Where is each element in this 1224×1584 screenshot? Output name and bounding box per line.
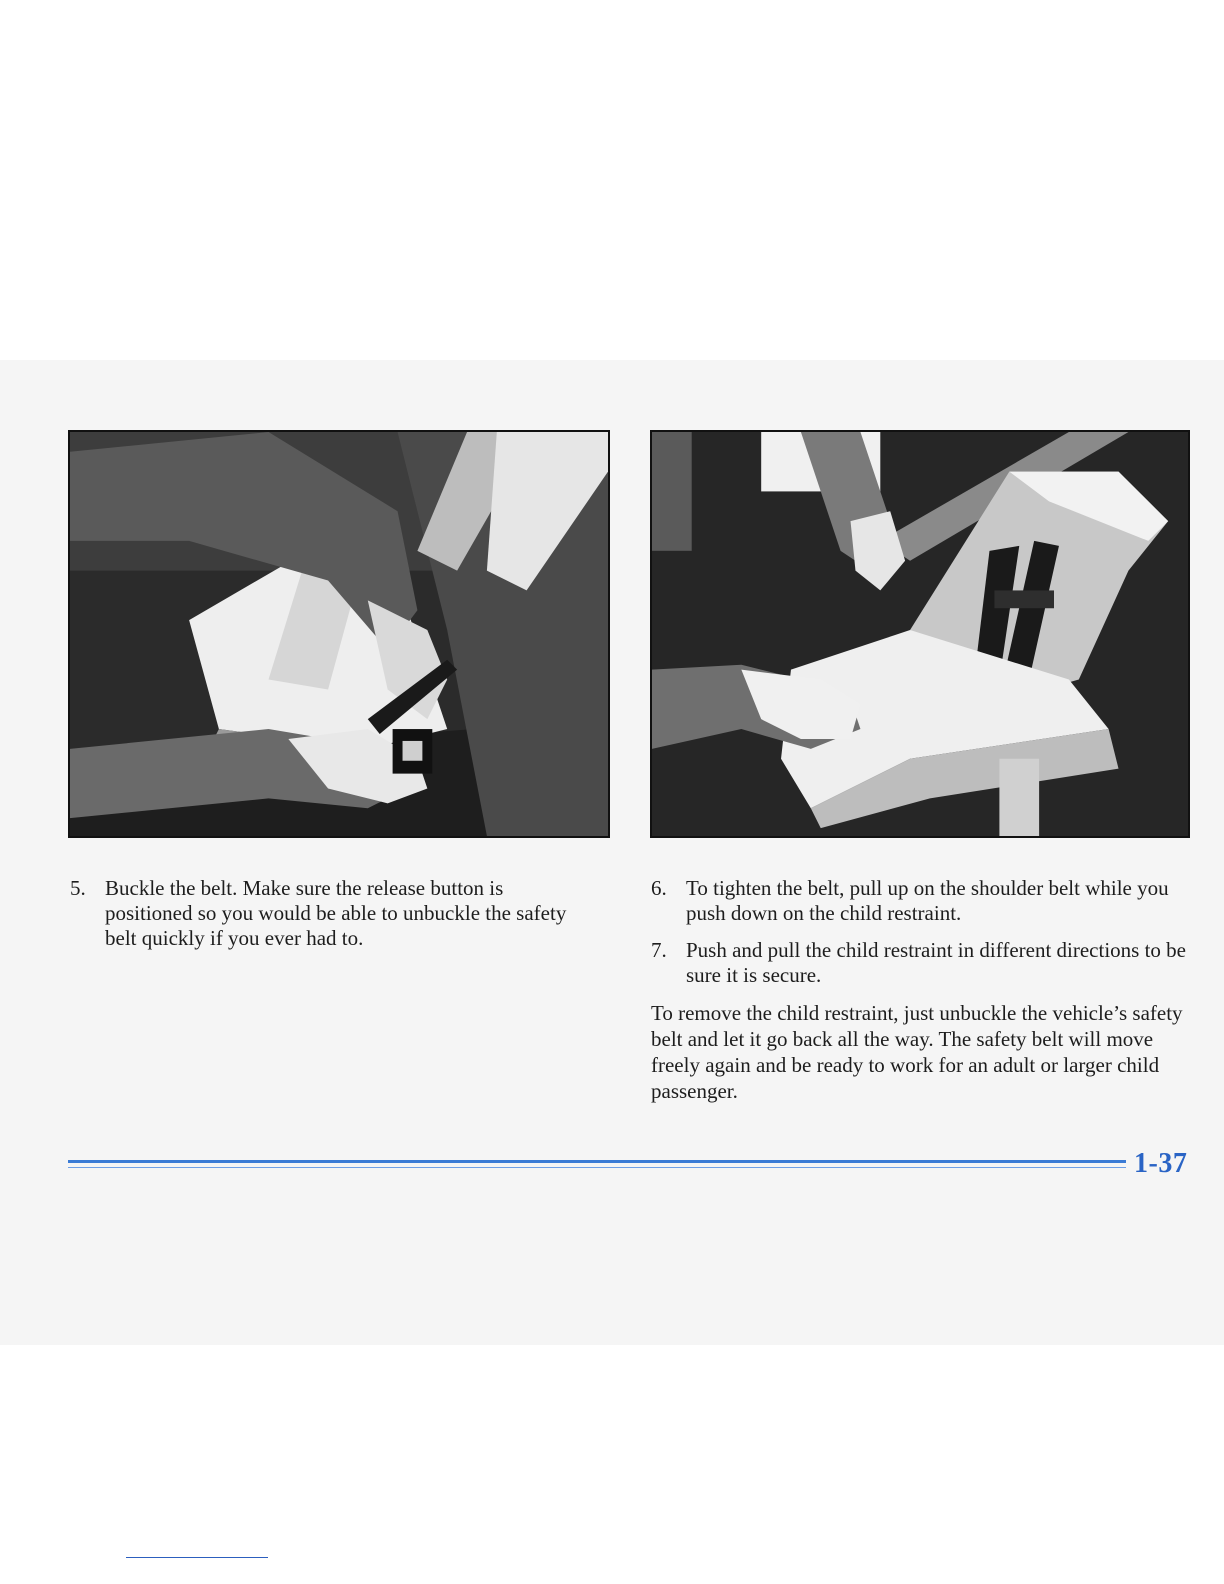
step-6-text: To tighten the belt, pull up on the shoulder belt while you push down on the child restraint. <box>686 876 1169 925</box>
footer-rule-thin <box>68 1167 1126 1168</box>
remove-restraint-paragraph: To remove the child restraint, just unbuckle the vehicle’s safety belt and let it go back all the way. The safety belt will move freely again and be ready to work for an adult or larger child passenger. <box>651 1001 1183 1103</box>
footer-rule <box>68 1160 1126 1163</box>
buckle-belt-illustration <box>68 430 610 838</box>
step-7-number: 7. <box>651 938 667 962</box>
buckle-belt-drawing <box>70 432 608 836</box>
step-5 <box>70 876 570 951</box>
step-5-number: 5. <box>70 876 86 900</box>
step-7-text: Push and pull the child restraint in different directions to be sure it is secure. <box>686 938 1187 987</box>
tighten-belt-illustration <box>650 430 1190 838</box>
step-5-text: Buckle the belt. Make sure the release button is positioned so you would be able to unbuckle the safety belt quickly if you ever had to. <box>105 876 567 950</box>
step-6-number: 6. <box>651 876 667 900</box>
page-number: 1-37 <box>1134 1148 1188 1179</box>
step-6 <box>651 876 1196 926</box>
bottom-link-underline[interactable] <box>126 1557 268 1558</box>
tighten-belt-drawing <box>652 432 1188 836</box>
step-7 <box>651 938 1196 988</box>
